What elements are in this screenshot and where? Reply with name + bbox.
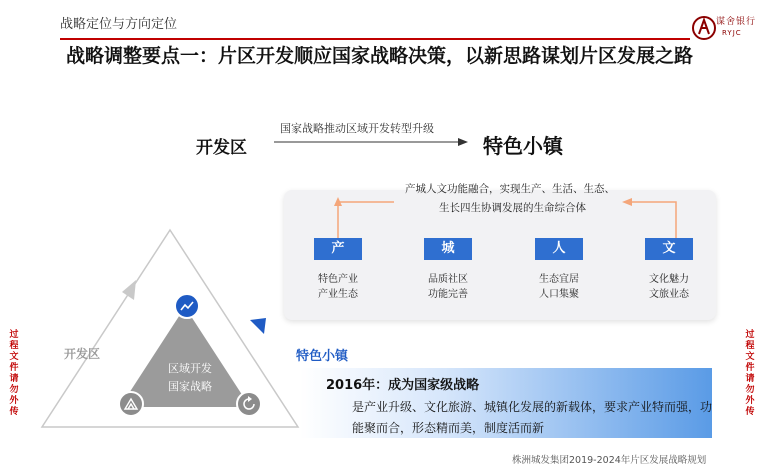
landscape-icon (118, 391, 144, 417)
triangle-inner-line: 国家战略 (168, 380, 212, 393)
transition-caption: 国家战略推动区域开发转型升级 (280, 122, 434, 135)
pillar-badge-industry: 产 (314, 238, 362, 260)
town-box-title: 2016年：成为国家级战略 (326, 378, 480, 393)
pillar-line: 生态宜居 (539, 274, 579, 285)
pillar-line: 文化魅力 (649, 274, 689, 285)
triangle-inner-line: 区域开发 (168, 362, 212, 375)
integration-note-line2: 生长四生协调发展的生命综合体 (439, 202, 586, 214)
transition-from: 开发区 (196, 138, 247, 158)
pillar-badge-city: 城 (424, 238, 472, 260)
pillar-line: 人口集聚 (539, 289, 579, 300)
pillar-badge-culture: 文 (645, 238, 693, 260)
side-note-right: 过程文件 请勿外传 (745, 330, 755, 417)
chart-icon (174, 293, 200, 319)
logo-text: 谋舍银行 (716, 17, 757, 27)
logo-subtext: RYJC (722, 29, 742, 37)
page-title: 战略调整要点一：片区开发顺应国家战略决策，以新思路谋划片区发展之路 (66, 45, 694, 67)
triangle-inner-text (150, 360, 230, 396)
pillar-text-culture (629, 272, 709, 302)
integration-arrows-icon (330, 196, 700, 240)
header-divider (60, 38, 690, 40)
pillar-badge-people: 人 (535, 238, 583, 260)
refresh-icon (236, 391, 262, 417)
footer-text: 株洲城发集团2019-2024年片区发展战略规划 (512, 455, 707, 466)
pillar-line: 文旅业态 (649, 289, 689, 300)
transition-arrow-icon (272, 136, 472, 148)
triangle-outer-label: 开发区 (64, 347, 101, 361)
town-box-body: 是产业升级、文化旅游、城镇化发展的新载体，要求产业特而强，功能聚而合，形态精而美，制度活而新 (352, 400, 713, 435)
pillar-line: 功能完善 (428, 289, 468, 300)
town-label: 特色小镇 (296, 349, 349, 364)
transition-to: 特色小镇 (483, 134, 563, 158)
section-title: 战略定位与方向定位 (60, 17, 178, 32)
pillar-text-people (519, 272, 599, 302)
side-note-left: 过程文件 请勿外传 (9, 330, 19, 417)
pillar-text-industry (298, 272, 378, 302)
pillar-text-city (408, 272, 488, 302)
pillar-line: 品质社区 (428, 274, 468, 285)
pillar-line: 特色产业 (318, 274, 358, 285)
integration-note-line1: 产城人文功能融合，实现生产、生活、生态、 (405, 183, 615, 195)
pillar-line: 产业生态 (318, 289, 358, 300)
